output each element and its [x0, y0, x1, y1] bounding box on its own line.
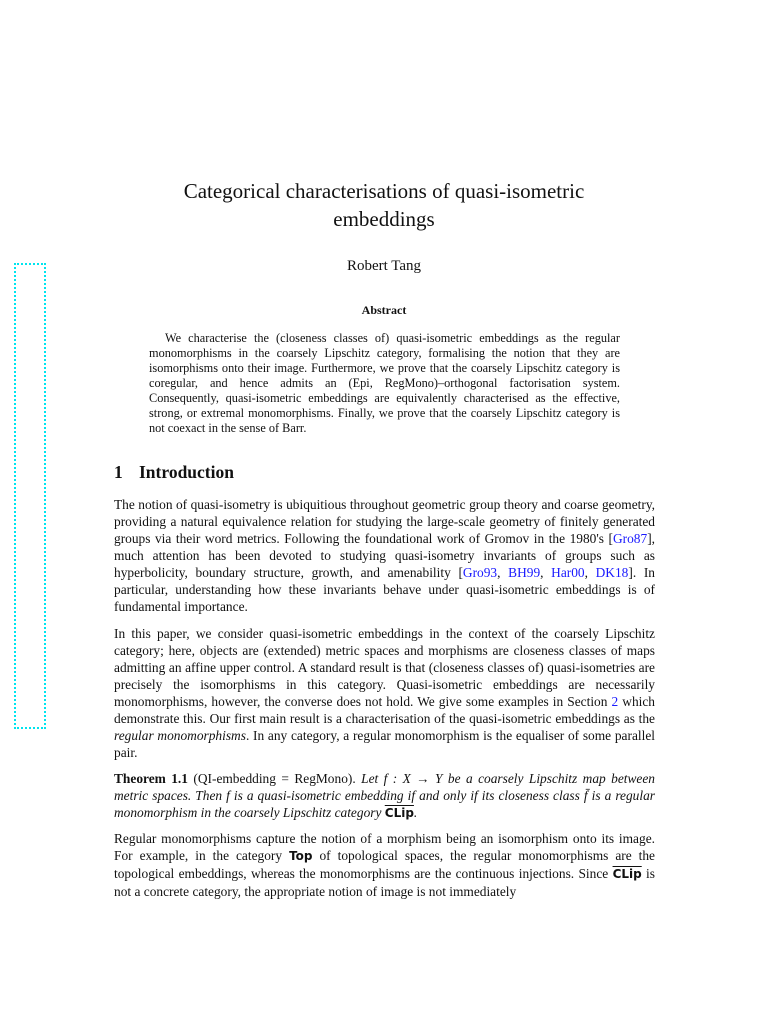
category-clip: CLip — [384, 806, 414, 820]
abstract-heading: Abstract — [361, 303, 407, 317]
text-run: ], much attention has been devoted to studying quasi-isometry invariants of groups such as hyperbolicity, boundary structure, growth, and amenability [ — [114, 531, 655, 580]
citation-dk18[interactable]: DK18 — [595, 565, 629, 580]
citation-bh99[interactable]: BH99 — [508, 565, 541, 580]
emphasis: regular monomorphisms — [114, 728, 246, 743]
citation-gro93[interactable]: Gro93 — [462, 565, 498, 580]
theorem-name: (QI-embedding = RegMono). — [187, 771, 356, 786]
theorem-text: is a regular monomorphism in the coarsely Lipschitz category — [114, 788, 655, 820]
theorem-label: Theorem 1.1 — [114, 771, 188, 786]
theorem-1-1 — [114, 770, 655, 822]
text-run: . In any category, a regular monomorphism is the equaliser of some parallel pair. — [114, 728, 655, 760]
text-run: is not a concrete category, the appropriate notion of image is not immediately — [114, 866, 655, 899]
text-run: ]. In particular, understanding how these invariants behave under quasi-isometric embeddings is of fundamental importance. — [114, 565, 655, 614]
text-run: of topological spaces, the regular monomorphisms are the topological embeddings, whereas the monomorphisms are the continuous injections. Since — [114, 848, 655, 881]
f-bar-symbol: f̄ — [583, 788, 588, 803]
text-run: , — [540, 565, 552, 580]
selection-box — [14, 263, 46, 729]
paragraph-3 — [114, 830, 655, 900]
title-line-2: embeddings — [333, 207, 435, 231]
theorem-text: Let f : X → Y be a coarsely Lipschitz map between metric spaces. Then f is a quasi-isometric embedding if and only if its closeness class — [114, 771, 655, 803]
citation-har00[interactable]: Har00 — [551, 565, 585, 580]
category-top: Top — [289, 849, 313, 863]
title-line-1: Categorical characterisations of quasi-isometric — [183, 179, 585, 203]
text-run: , — [497, 565, 509, 580]
section-title: Introduction — [139, 462, 234, 482]
category-clip: CLip — [612, 867, 642, 881]
text-run: which demonstrate this. Our first main result is a characterisation of the quasi-isometric embeddings as the — [114, 694, 655, 726]
theorem-text: . — [413, 805, 418, 820]
text-run: Regular monomorphisms capture the notion of a morphism being an isomorphism onto its image. For example, in the category — [114, 831, 655, 863]
paragraph-1 — [114, 496, 655, 615]
paper-title — [114, 177, 654, 233]
section-number: 1 — [114, 462, 123, 482]
paragraph-2 — [114, 625, 655, 761]
citation-gro87[interactable]: Gro87 — [612, 531, 648, 546]
abstract-text: We characterise the (closeness classes of) quasi-isometric embeddings as the regular monomorphisms in the coarsely Lipschitz category, formalising the notion that they are isomorphisms onto their image. Furthermore, we prove that the coarsely Lipschitz category is coregular, and hence admits an (Epi, RegMono)–orthogonal factorisation system. Consequently, quasi-isometric embeddings are equivalently characterised as the effective, strong, or extremal monomorphisms. Finally, we prove that the coarsely Lipschitz category is not coexact in the sense of Barr. — [149, 331, 620, 435]
text-run: , — [584, 565, 596, 580]
section-reference[interactable]: 2 — [611, 694, 619, 709]
section-heading — [114, 461, 234, 483]
text-run: In this paper, we consider quasi-isometric embeddings in the context of the coarsely Lipschitz category; here, objects are (extended) metric spaces and morphisms are closeness classes of maps admitting an affine upper control. A standard result is that (closeness classes of) quasi-isometries are precisely the isomorphisms in this category. Quasi-isometric embeddings are necessarily monomorphisms, however, the converse does not hold. We give some examples in Section — [114, 626, 655, 709]
text-run: The notion of quasi-isometry is ubiquitious throughout geometric group theory and coarse geometry, providing a natural equivalence relation for studying the large-scale geometry of finitely generated groups via their word metrics. Following the foundational work of Gromov in the 1980's [ — [114, 497, 655, 546]
author-name: Robert Tang — [346, 258, 422, 274]
